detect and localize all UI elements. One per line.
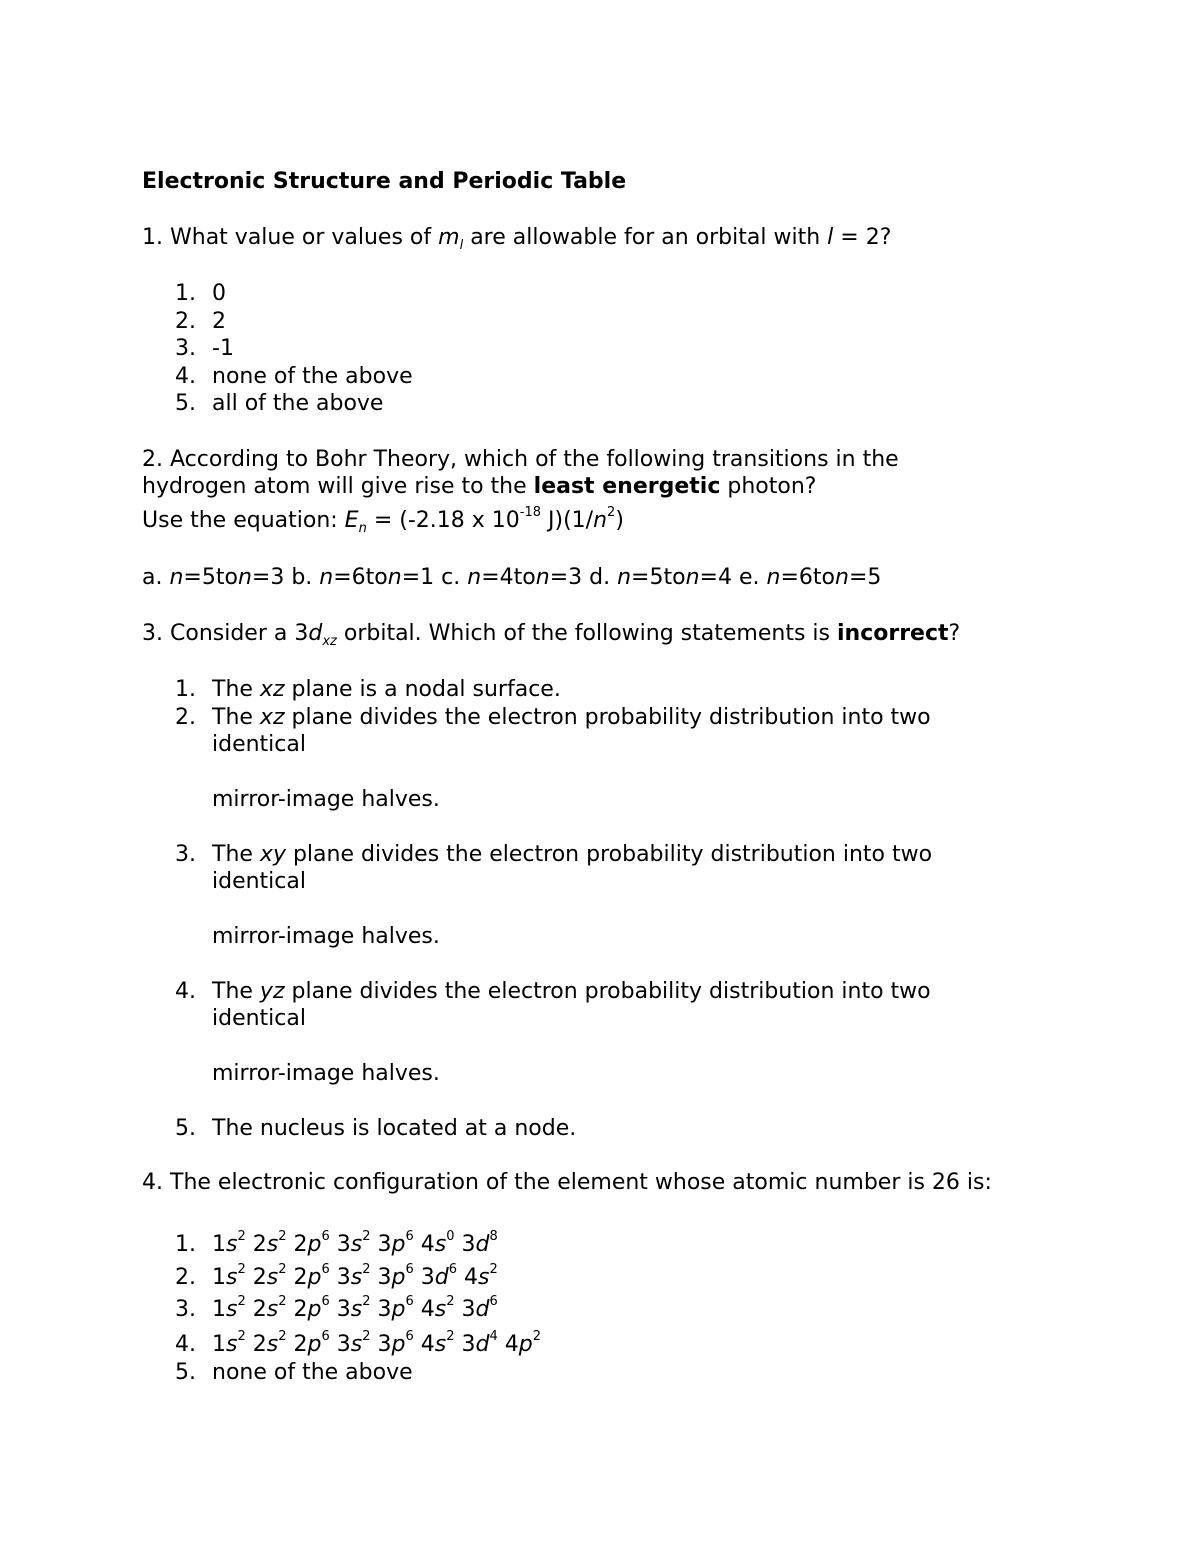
q1-l-var: l [827,225,834,250]
q3-option: 5. The nucleus is located at a node. [175,1116,577,1141]
q3-option: 2. The xz plane divides the electron probability distribution into two [175,705,931,730]
orbital-term: $3p^6$ [377,1329,414,1357]
q2-choice: d. n=5ton=4 [589,565,732,590]
orbital-term: $2s^2$ [252,1294,287,1322]
orbital-term: $3s^2$ [336,1294,371,1322]
electron-configuration [212,1229,498,1257]
q1-option: 1. 0 [175,281,226,306]
orbital-term: $3d^4$ [461,1329,498,1357]
q1-number: 1. [142,225,163,250]
q1-option: 3. -1 [175,336,234,361]
q1-ml-sub: l [459,238,464,253]
orbital-term: $1s^2$ [212,1294,246,1322]
electron-configuration [212,1294,498,1322]
orbital-term: $2s^2$ [252,1262,287,1290]
orbital-term: $4s^2$ [420,1329,455,1357]
q1-text-2: are allowable for an orbital with [470,225,821,250]
q4-option: 4. $1s^2$ $2s^2$ $2p^6$ $3s^2$ $3p^6$ $4s^2$ $3d^4$ $4p^2$ [175,1329,541,1357]
q1-option-text: 2 [212,309,226,334]
q3-option: 4. The yz plane divides the electron probability distribution into two [175,979,931,1004]
question-3: 3. Consider a $3d_{xz}$ orbital. Which of the following statements is incorrect? [142,621,961,649]
orbital-term: $2p^6$ [293,1262,330,1290]
q3-option-continuation: identical [212,869,306,894]
orbital-term: $4s^0$ [420,1229,455,1257]
q1-option: 4. none of the above [175,364,413,389]
q4-option: 1. $1s^2$ $2s^2$ $2p^6$ $3s^2$ $3p^6$ $4s^0$ $3d^8$ [175,1229,498,1257]
page-title: Electronic Structure and Periodic Table [142,169,627,194]
orbital-term: $3p^6$ [377,1262,414,1290]
orbital-term: $3d^8$ [461,1229,498,1257]
q3-option: 3. The xy plane divides the electron probability distribution into two [175,842,933,867]
q3-option-continuation: identical [212,732,306,757]
orbital-term: $1s^2$ [212,1329,246,1357]
q1-ml-var: m [438,225,460,250]
orbital-term: $4s^2$ [420,1294,455,1322]
q3-emphasis: incorrect [836,621,949,646]
q3-option: 1. The xz plane is a nodal surface. [175,677,561,702]
orbital-term: $2s^2$ [252,1229,287,1257]
electron-configuration [212,1262,498,1290]
q1-text-3: = 2? [840,225,892,250]
question-4: 4. The electronic configuration of the element whose atomic number is 26 is: [142,1170,992,1195]
q2-choice: a. n=5ton=3 [142,565,285,590]
orbital-term: $3p^6$ [377,1229,414,1257]
q1-option: 5. all of the above [175,391,384,416]
q1-option-text: -1 [212,336,234,361]
q2-choice: b. n=6ton=1 [291,565,435,590]
q2-line-1: 2. According to Bohr Theory, which of the following transitions in the [142,447,899,472]
q3-option-continuation: mirror-image halves. [212,924,440,949]
orbital-term: $2p^6$ [293,1294,330,1322]
q2-choices [142,564,881,591]
q3-option-continuation: identical [212,1006,306,1031]
q1-text-1: What value or values of [170,225,432,250]
orbital-term: $2p^6$ [293,1329,330,1357]
q3-option-continuation: mirror-image halves. [212,1061,440,1086]
orbital-term: $4s^2$ [464,1262,498,1290]
q4-option: 3. $1s^2$ $2s^2$ $2p^6$ $3s^2$ $3p^6$ $4s^2$ $3d^6$ [175,1294,498,1322]
q2-emphasis: least energetic [533,474,721,499]
question-1 [142,224,891,254]
orbital-term: $3s^2$ [336,1262,371,1290]
orbital-term: $3p^6$ [377,1294,414,1322]
orbital-term: $3s^2$ [336,1229,371,1257]
q4-option: 5. none of the above [175,1360,413,1385]
q1-option-text: none of the above [212,364,413,389]
q4-option: 2. $1s^2$ $2s^2$ $2p^6$ $3s^2$ $3p^6$ $3d^6$ $4s^2$ [175,1262,498,1290]
orbital-term: $3d^6$ [461,1294,498,1322]
q2-line-2: hydrogen atom will give rise to the least energetic photon? [142,474,817,499]
q3-option-continuation: mirror-image halves. [212,787,440,812]
orbital-term: $1s^2$ [212,1229,246,1257]
q2-choice: c. n=4ton=3 [441,565,583,590]
orbital-term: $3s^2$ [336,1329,371,1357]
q1-option-text: all of the above [212,391,384,416]
orbital-term: $2p^6$ [293,1229,330,1257]
q1-option-text: 0 [212,281,226,306]
orbital-term: $2s^2$ [252,1329,287,1357]
q2-equation: Use the equation: $E_n = (-2.18$ x $10^{-18}$ $J)(1/n^2)$ [142,505,624,536]
orbital-term: $3d^6$ [420,1262,457,1290]
orbital-term: $4p^2$ [504,1329,541,1357]
electron-configuration [212,1329,541,1357]
orbital-term: $1s^2$ [212,1262,246,1290]
q1-option: 2. 2 [175,309,226,334]
q2-choice: e. n=6ton=5 [738,565,882,590]
